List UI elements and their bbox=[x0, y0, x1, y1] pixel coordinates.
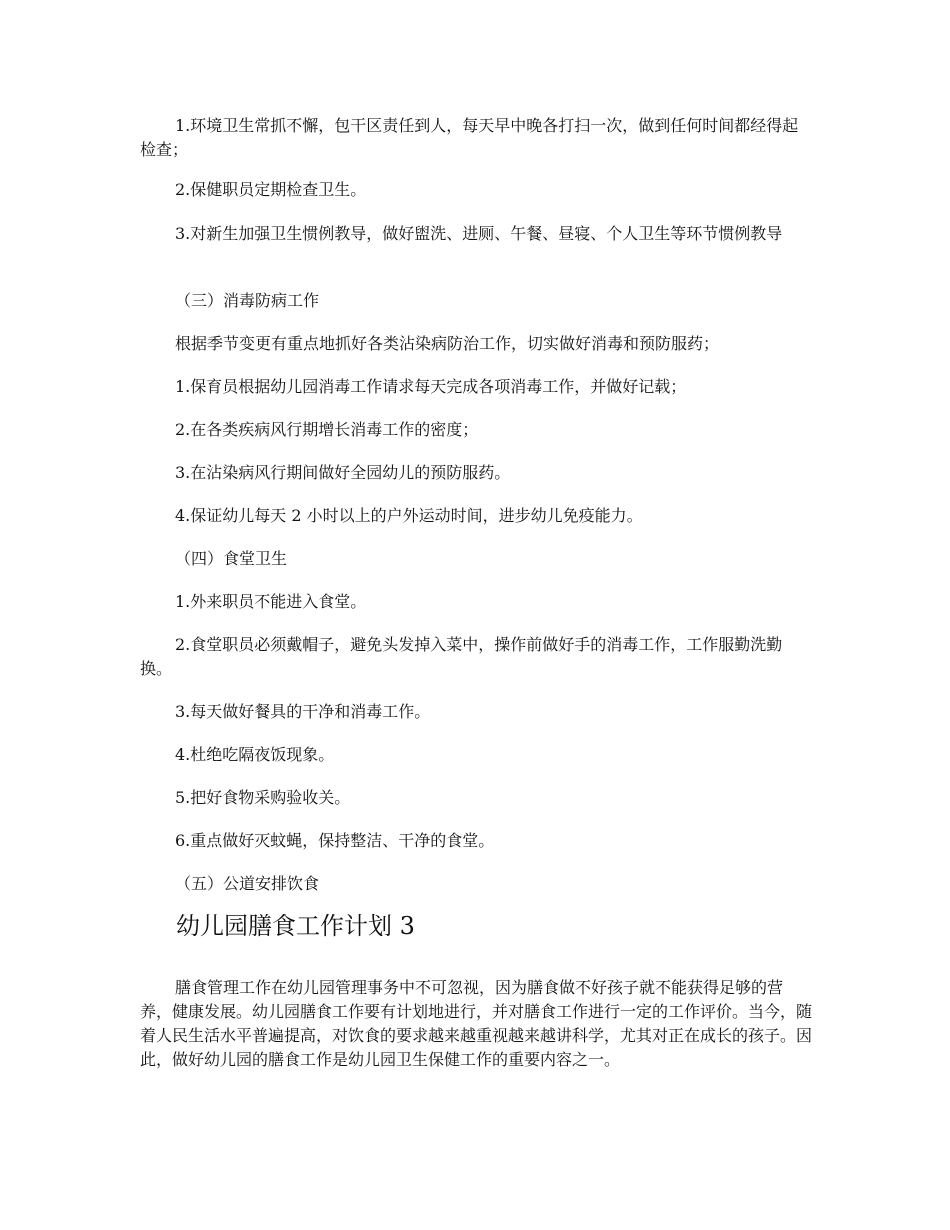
section-heading-disinfection: （三）消毒防病工作 bbox=[175, 291, 320, 310]
section-heading-canteen: （四）食堂卫生 bbox=[175, 549, 288, 568]
paragraph-health-check: 2.保健职员定期检查卫生。 bbox=[175, 180, 367, 199]
paragraph-env-hygiene: 1.环境卫生常抓不懈，包干区责任到人，每天早中晚各打扫一次，做到任何时间都经得起检查； bbox=[140, 116, 799, 159]
paragraph-seasonal-prevention: 根据季节变更有重点地抓好各类沾染病防治工作，切实做好消毒和预防服药； bbox=[175, 334, 720, 353]
paragraph-tableware: 3.每天做好餐具的干净和消毒工作。 bbox=[175, 702, 431, 721]
paragraph-outdoor-activity: 4.保证幼儿每天 2 小时以上的户外运动时间，进步幼儿免疫能力。 bbox=[175, 506, 643, 525]
paragraph-diet-intro: 膳食管理工作在幼儿园管理事务中不可忽视，因为膳食做不好孩子就不能获得足够的营养，健康发展。幼儿园膳食工作要有计划地进行，并对膳食工作进行一定的工作评价。当今，随着人民生活水平普遍提高，对饮食的要求越来越重视越来越讲科学，尤其对正在成长的孩子。因此，做好幼儿园的膳食工作是幼儿园卫生保健工作的重要内容之一。 bbox=[140, 978, 813, 1069]
document-heading: 幼儿园膳食工作计划 3 bbox=[176, 912, 415, 940]
paragraph-disinfection-density: 2.在各类疾病风行期增长消毒工作的密度； bbox=[175, 420, 479, 439]
paragraph-preventive-medicine: 3.在沾染病风行期间做好全园幼儿的预防服药。 bbox=[175, 463, 511, 482]
paragraph-canteen-access: 1.外来职员不能进入食堂。 bbox=[175, 592, 367, 611]
paragraph-new-student-routine: 3.对新生加强卫生惯例教导，做好盥洗、进厕、午餐、昼寝、个人卫生等环节惯例教导 bbox=[175, 224, 783, 243]
paragraph-pest-control: 6.重点做好灭蚊蝇，保持整洁、干净的食堂。 bbox=[175, 831, 495, 850]
section-heading-diet: （五）公道安排饮食 bbox=[175, 874, 320, 893]
paragraph-food-procurement: 5.把好食物采购验收关。 bbox=[175, 788, 351, 807]
paragraph-leftovers: 4.杜绝吃隔夜饭现象。 bbox=[175, 745, 335, 764]
paragraph-daily-disinfection: 1.保育员根据幼儿园消毒工作请求每天完成各项消毒工作，并做好记载； bbox=[175, 377, 687, 396]
paragraph-canteen-staff-hygiene: 2.食堂职员必须戴帽子，避免头发掉入菜中，操作前做好手的消毒工作，工作服勤洗勤换。 bbox=[140, 635, 783, 678]
